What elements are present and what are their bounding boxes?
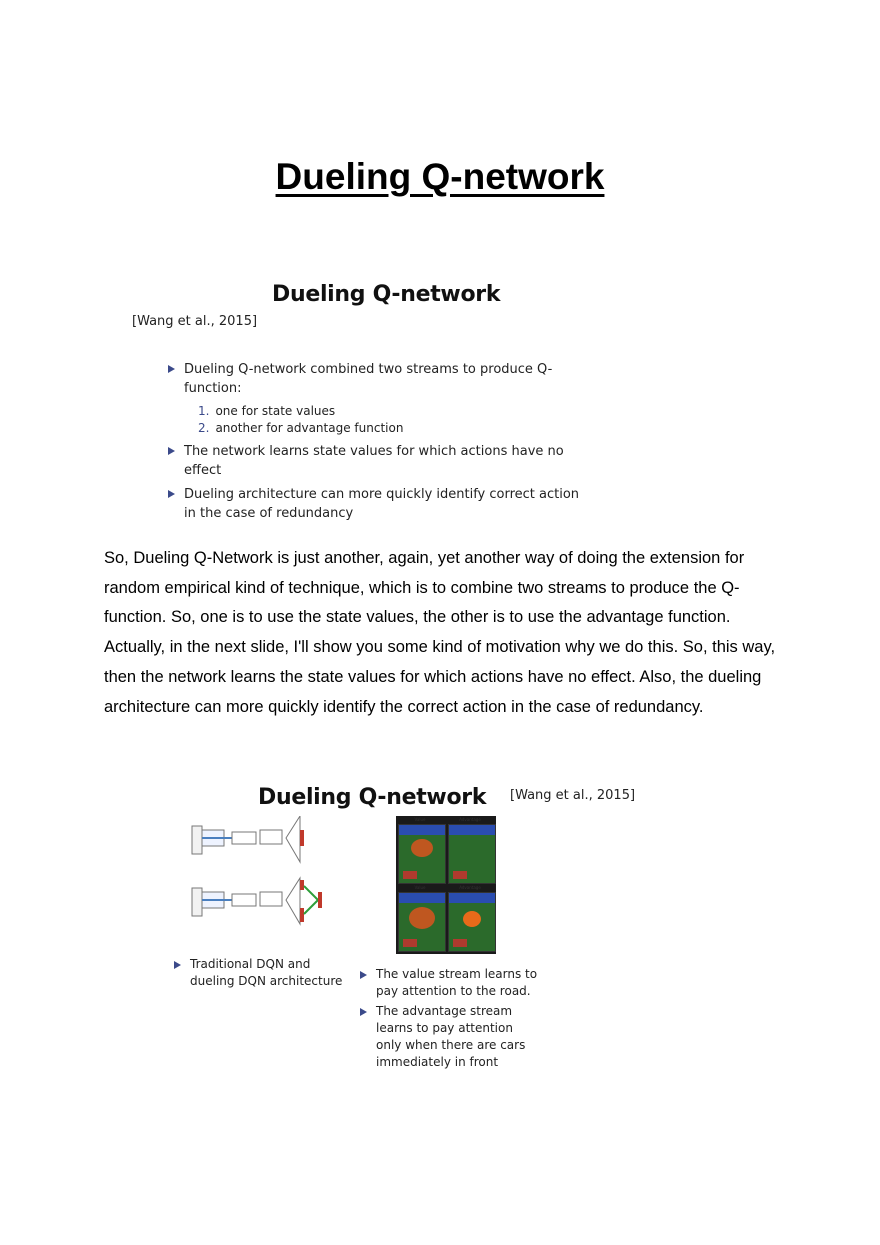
slide1-title: Dueling Q-network: [272, 282, 501, 307]
slide2-title: Dueling Q-network: [258, 785, 487, 810]
dqn-architecture-diagram: [188, 816, 348, 936]
game-frames-panel: [396, 816, 496, 954]
frame-label-advantage-top: Advantage: [459, 817, 481, 822]
bullet-triangle-icon: [168, 447, 175, 455]
slide2-bullet-architecture: Traditional DQN and dueling DQN architecture: [174, 956, 344, 990]
transcript-paragraph: So, Dueling Q-Network is just another, again, yet another way of doing the extension for random empirical kind of technique, which is to combine two streams to produce the Q-function. So, one is to use the state values, the other is to use the advantage function. Actually, in the next slide, I'll show you some kind of motivation why we do this. So, this way, then the network learns the state values for which actions have no effect. Also, the dueling architecture can more quickly identify the correct action in the case of redundancy.: [104, 549, 776, 716]
slide2-bullet-value-stream: The value stream learns to pay attention to the road.: [360, 966, 540, 1000]
document-title: Dueling Q-network: [275, 156, 605, 197]
bullet-triangle-icon: [168, 490, 175, 498]
slide2-right-caption: [360, 966, 540, 1074]
slide1-subitem-1: 1. one for state values: [198, 404, 336, 418]
bullet-triangle-icon: [168, 365, 175, 373]
traditional-dqn-diagram: [192, 816, 304, 862]
dueling-dqn-diagram: [192, 878, 322, 924]
advantage-stream-frame-1: [448, 824, 496, 884]
slide1-bullet-list: [168, 360, 588, 528]
bullet-triangle-icon: [360, 1008, 367, 1016]
frame-label-value-bottom: Value: [414, 885, 426, 890]
value-stream-frame-2: [398, 892, 446, 952]
slide1-subitem-2: 2. another for advantage function: [198, 421, 404, 435]
advantage-stream-frame-2: [448, 892, 496, 952]
slide-image-1: [104, 270, 664, 530]
slide1-bullet-1: Dueling Q-network combined two streams to produce Q-function:: [168, 360, 588, 398]
bullet-triangle-icon: [174, 961, 181, 969]
slide2-left-caption: [174, 956, 344, 995]
slide2-citation: [Wang et al., 2015]: [510, 788, 636, 803]
slide-image-2: [170, 780, 640, 1080]
frame-label-value-top: Value: [414, 817, 426, 822]
slide2-bullet-advantage-stream: The advantage stream learns to pay attention only when there are cars immediately in front: [360, 1003, 540, 1071]
slide1-bullet-2: The network learns state values for which actions have no effect: [168, 442, 588, 480]
slide1-citation: [Wang et al., 2015]: [132, 314, 258, 329]
slide1-bullet-3: Dueling architecture can more quickly identify correct action in the case of redundancy: [168, 485, 588, 523]
frame-label-advantage-bottom: Advantage: [459, 885, 481, 890]
bullet-triangle-icon: [360, 971, 367, 979]
value-stream-frame-1: [398, 824, 446, 884]
